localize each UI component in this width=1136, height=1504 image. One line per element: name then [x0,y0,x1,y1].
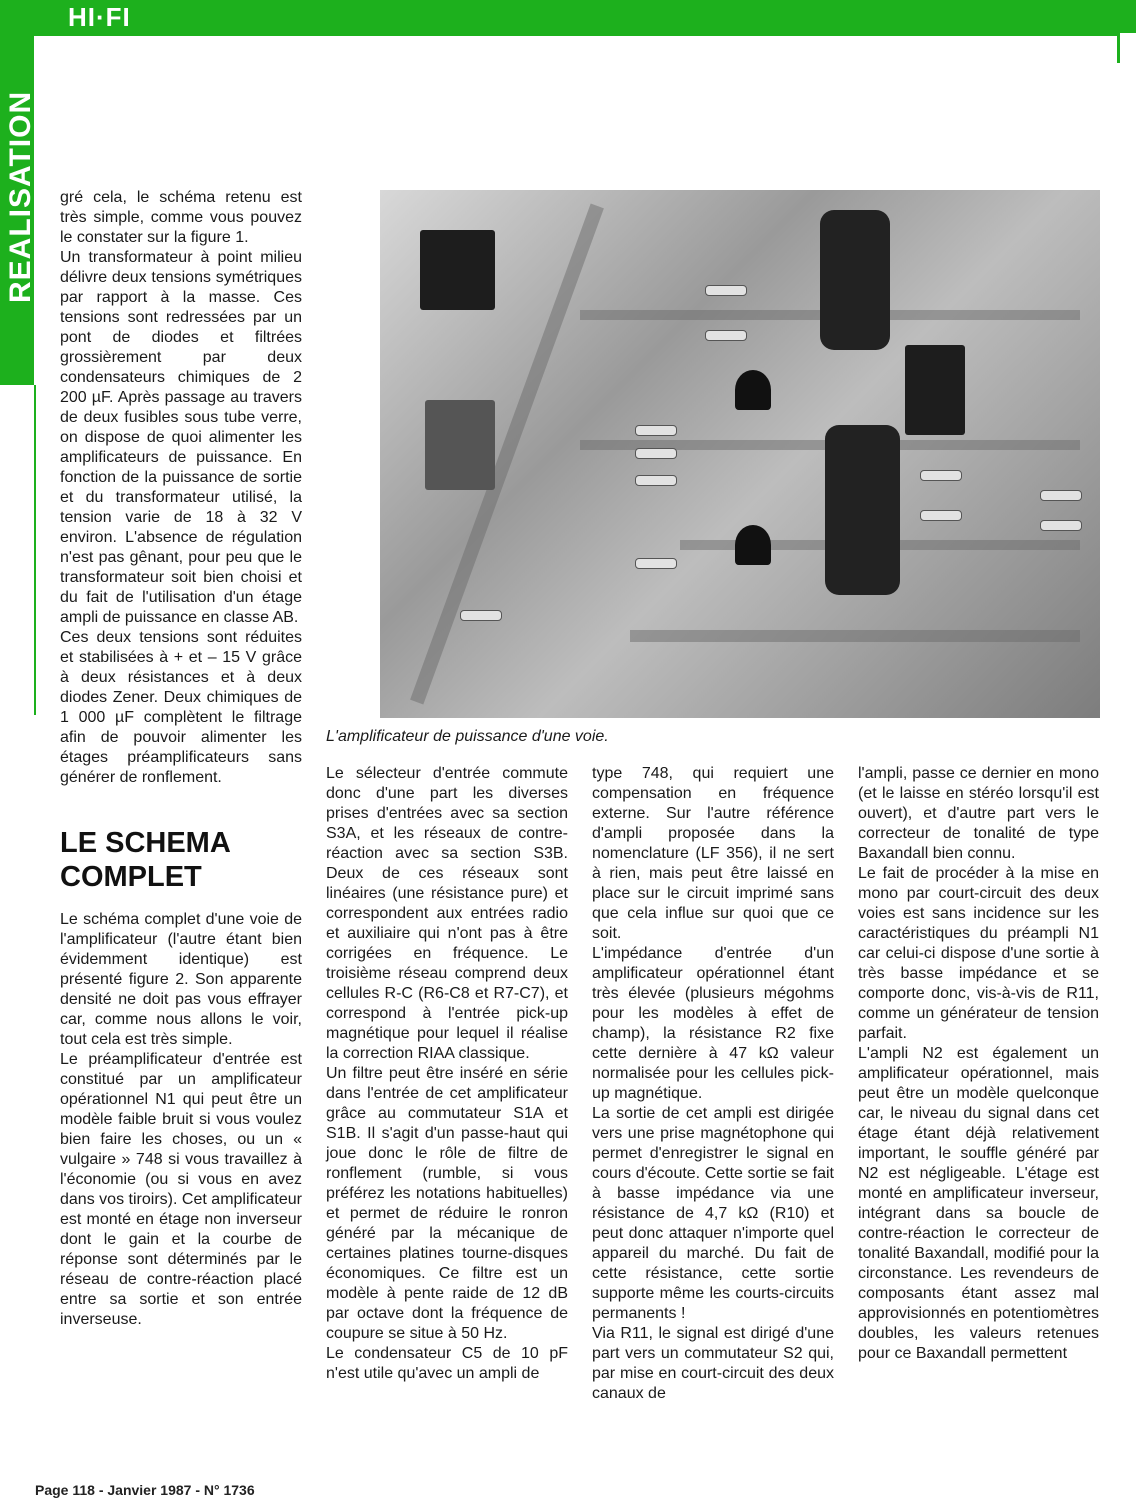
paragraph: Le fait de procéder à la mise en mono par court-circuit des deux voies est sans incidence sur les caractéristiques du préampli N1 car celui-ci dispose d'une sortie à très basse impédance et se comporte donc, vis-à-vis de R11, comme un générateur de tension parfait. [858,865,1099,1042]
paragraph: l'ampli, passe ce dernier en mono (et le laisse en stéréo lorsqu'il est ouvert), et d'autre part vers le correcteur de tonalité de type Baxandall bien connu. [858,765,1099,862]
side-tab [0,33,37,385]
column-3 [592,764,834,1404]
paragraph: L'impédance d'entrée d'un amplificateur opérationnel étant très élevée (plusieurs mégohms pour les modèles à effet de champ), la résistance R2 fixe cette dernière à 47 kΩ valeur normalisée pour les cellules pick-up magnétique. [592,945,834,1102]
paragraph: Ces deux tensions sont réduites et stabilisées à + et – 15 V grâce à deux résistances et à deux diodes Zener. Deux chimiques de 1 000 µF complètent le filtrage afin de pouvoir alimenter les étages préamplificateurs sans générer de ronflement. [60,629,302,786]
column-2 [326,764,568,1384]
paragraph: Le sélecteur d'entrée commute donc d'une part les diverses prises d'entrées avec sa section S3A, et les réseaux de contre-réaction avec sa section S3B. Deux de ces réseaux sont linéaires (une résistance pure) et correspondent aux entrées radio et auxiliaire qui n'ont pas à être corrigées en fréquence. Le troisième réseau comprend deux cellules R-C (R6-C8 et R7-C7), et correspond à l'entrée pick-up magnétique pour lequel il réalise la correction RIAA classique. [326,765,568,1062]
paragraph: Le préamplificateur d'entrée est constitué par un amplificateur opérationnel N1 qui peut être un modèle faible bruit si vous voulez bien faire les choses, ou un « vulgaire » 748 si vous travaillez à l'économie (ou si vous en avez dans vos tiroirs). Cet amplificateur est monté en étage non inverseur dont le gain et la courbe de réponse sont déterminés par le réseau de contre-réaction placé entre sa sortie et son entrée inverseuse. [60,1051,302,1328]
frame-line-top [34,33,1120,36]
paragraph: Le condensateur C5 de 10 pF n'est utile qu'avec un ampli de [326,1345,568,1382]
section-header-bar [0,0,1136,33]
page-footer: Page 118 - Janvier 1987 - N° 1736 [35,1482,255,1498]
frame-line-left [34,385,36,715]
frame-line-right [1117,33,1120,63]
paragraph: L'ampli N2 est également un amplificateur opérationnel, mais peut être un modèle quelconque car, le niveau du signal dans cet étage étant déjà relativement important, le souffle généré par N2 est négligeable. L'étage est monté en amplificateur inverseur, intégrant dans sa boucle de contre-réaction le correcteur de tonalité Baxandall, modifié pour la circonstance. Les revendeurs de composants étant assez mal approvisionnés en potentiomètres doubles, les valeurs retenues pour ce Baxandall permettent [858,1045,1099,1362]
paragraph: Via R11, le signal est dirigé d'une part vers un commutateur S2 qui, par mise en court-circuit des deux canaux de [592,1325,834,1402]
section-heading: LE SCHEMA COMPLET [60,827,230,893]
paragraph: La sortie de cet ampli est dirigée vers une prise magnétophone qui permet d'enregistrer le signal en cours d'écoute. Cette sortie se fait à basse impédance via une résistance de 4,7 kΩ (R10) et peut donc attaquer n'importe quel appareil du marché. Du fait de cette résistance, cette sortie supporte même les courts-circuits permanents ! [592,1105,834,1322]
circuit-board-photo [380,190,1100,718]
section-title: HI·FI [68,2,131,32]
photo-caption: L'amplificateur de puissance d'une voie. [326,728,609,745]
paragraph: type 748, qui requiert une compensation en fréquence externe. Sur l'autre référence d'ampli proposée dans la nomenclature (LF 356), il ne sert à rien, mais peut être laissé en place sur le circuit imprimé sans que cela influe sur quoi que ce soit. [592,765,834,942]
paragraph: Le schéma complet d'une voie de l'amplificateur (l'autre étant bien évidemment identique) est présenté figure 2. Son apparente densité ne doit pas vous effrayer car, comme nous allons le voir, tout cela est très simple. [60,911,302,1048]
column-4 [858,764,1099,1364]
column-1 [60,188,302,1330]
paragraph: Un filtre peut être inséré en série dans l'entrée de cet amplificateur grâce au commutateur S1A et S1B. Il s'agit d'un passe-haut qui joue donc le rôle de filtre de ronflement (rumble, si vous préférez les notations habituelles) et permet de réduire le ronron généré par la mécanique de certaines platines tourne-disques économiques. Ce filtre est un modèle à pente raide de 12 dB par octave dont la fréquence de coupure se situe à 50 Hz. [326,1065,568,1342]
paragraph: Un transformateur à point milieu délivre deux tensions symétriques par rapport à la masse. Ces tensions sont redressées par un pont de diodes et filtrées grossièrement par deux condensateurs chimiques de 2 200 µF. Après passage au travers de deux fusibles sous tube verre, on dispose de quoi alimenter les amplificateurs de puissance. En fonction de la puissance de sortie et du transformateur utilisé, la tension varie de 18 à 32 V environ. L'absence de régulation n'est pas gênant, pour peu que le transformateur soit bien choisi et du fait de l'utilisation d'un étage ampli de puissance en classe AB. [60,249,302,626]
side-label: REALISATION [4,90,37,303]
paragraph: gré cela, le schéma retenu est très simple, comme vous pouvez le constater sur la figure 1. [60,189,302,246]
